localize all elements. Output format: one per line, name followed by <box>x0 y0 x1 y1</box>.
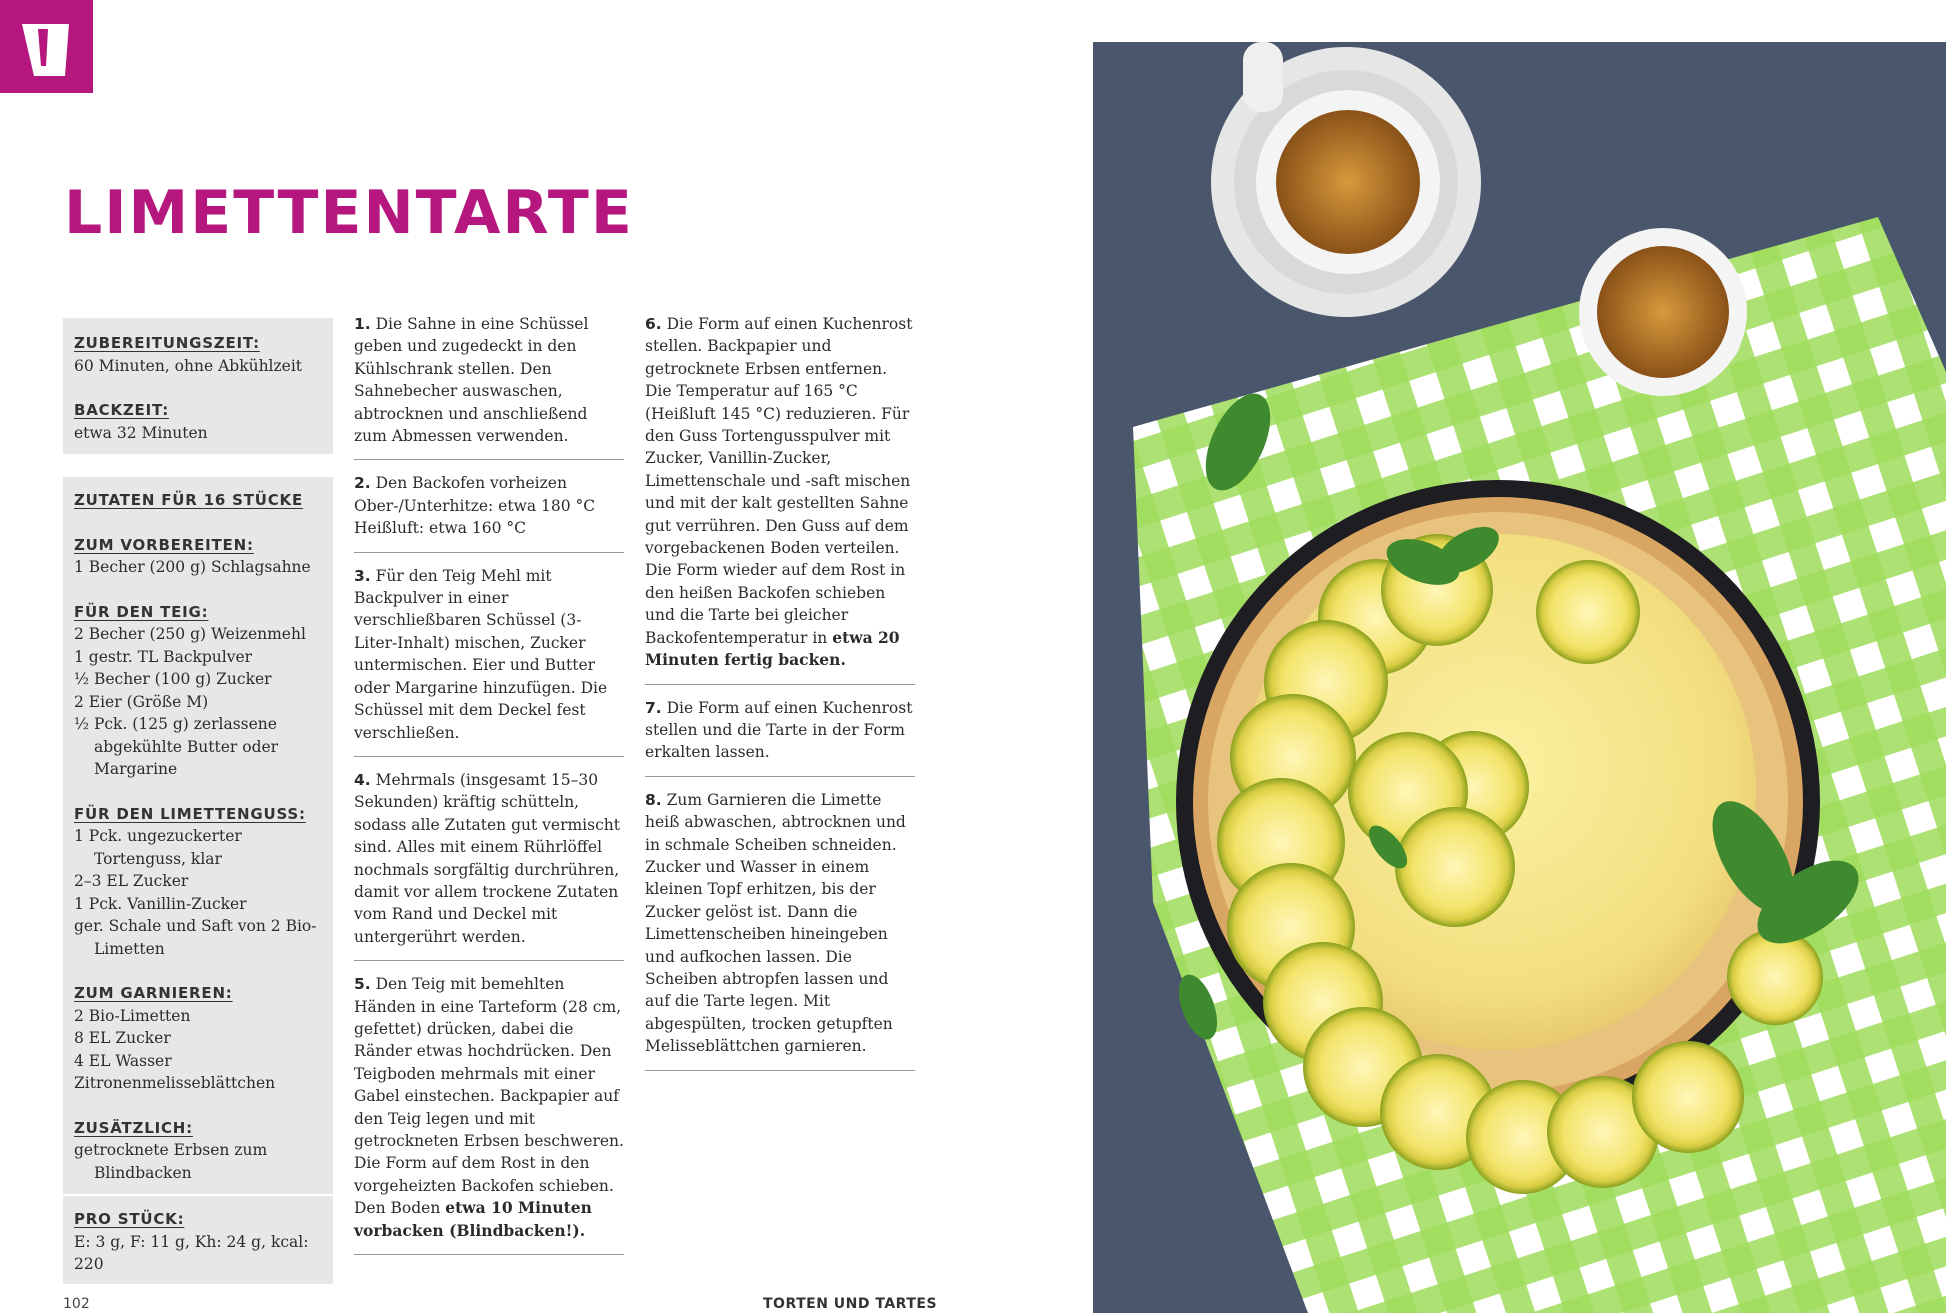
ingredients-heading: ZUTATEN FÜR 16 STÜCKE <box>74 491 304 509</box>
step-1 <box>354 313 624 460</box>
ingredient-item: ½ Pck. (125 g) zerlassene abgekühlte Butter oder Margarine <box>74 715 279 778</box>
step-number: 7. <box>645 698 662 717</box>
bake-time-value: etwa 32 Minuten <box>74 423 208 442</box>
ingredient-item: 1 Pck. ungezuckerter Tortenguss, klar <box>74 827 242 868</box>
ingredient-item: 4 EL Wasser <box>74 1051 172 1070</box>
lime-tart-photo <box>1093 42 1946 1313</box>
step-number: 2. <box>354 474 371 493</box>
step-text: Den Backofen vorheizen Ober-/Unterhitze: etwa 180 °C Heißluft: etwa 160 °C <box>354 474 596 538</box>
ingredient-item: 1 Pck. Vanillin-Zucker <box>74 894 247 913</box>
cup-icon <box>0 0 93 93</box>
step-number: 4. <box>354 770 371 789</box>
chapter-title: TORTEN UND TARTES <box>763 1296 938 1312</box>
ingredient-item: 8 EL Zucker <box>74 1029 171 1047</box>
ingredient-item: 2–3 EL Zucker <box>74 872 189 890</box>
step-text: Für den Teig Mehl mit Backpulver in einer verschließbaren Schüssel (3-Liter-Inhalt) mischen, Zucker untermischen. Eier und Butter oder Margarine hinzufügen. Die Schüssel mit dem Deckel fest verschließen. <box>354 566 608 742</box>
ingredient-item: 2 Eier (Größe M) <box>74 692 209 711</box>
ingredient-group-label: ZUM GARNIEREN: <box>74 984 233 1002</box>
step-number: 6. <box>645 315 662 333</box>
ingredient-item: ger. Schale und Saft von 2 Bio-Limetten <box>74 917 317 958</box>
nutrition-value: E: 3 g, F: 11 g, Kh: 24 g, kcal: 220 <box>74 1232 309 1273</box>
steps-column-left <box>354 313 624 1267</box>
ingredient-item: 2 Bio-Limetten <box>74 1006 191 1025</box>
step-3 <box>354 565 624 757</box>
step-text-bold: etwa 10 Minuten vorbacken (Blindbacken!). <box>354 1198 592 1240</box>
step-text: Den Teig mit bemehlten Händen in eine Tarteform (28 cm, gefettet) drücken, dabei die Ränder etwas hochdrücken. Den Teigboden mehrmals mit einer Gabel einstechen. Backpapier auf den Teig legen und mit getrockneten Erbsen beschweren. Die Form auf dem Rost in den vorgeheizten Backofen schieben. Den Boden <box>354 975 624 1218</box>
step-text: Zum Garnieren die Limette heiß abwaschen, abtrocknen und in schmale Scheiben schneiden. Zucker und Wasser in einem kleinen Topf erhitzen, bis der Zucker gelöst ist. Dann die Limettenscheiben hineingeben und aufkochen lassen. Die Scheiben abtropfen lassen und auf die Tarte legen. Mit abgespülten, trocken getupften Melisseblättchen garnieren. <box>645 790 906 1056</box>
ingredient-item: Zitronenmelisseblättchen <box>74 1074 276 1092</box>
ingredient-group-label: ZUSÄTZLICH: <box>74 1118 193 1137</box>
prep-time-label: ZUBEREITUNGSZEIT: <box>74 334 260 352</box>
step-text: Mehrmals (insgesamt 15–30 Sekunden) kräftig schütteln, sodass alle Zutaten gut vermischt sind. Alles mit einem Rührlöffel nochmals sorgfältig durchrühren, damit vor allem trockene Zutaten vom Rand und Deckel mit untergerührt werden. <box>354 770 620 946</box>
ingredient-group-label: FÜR DEN LIMETTENGUSS: <box>74 804 306 823</box>
time-info-box <box>63 318 333 454</box>
step-7 <box>645 697 915 777</box>
step-8 <box>645 789 915 1071</box>
ingredient-item: 2 Becher (250 g) Weizenmehl <box>74 625 306 643</box>
ingredient-item: getrocknete Erbsen zum Blindbacken <box>74 1141 268 1182</box>
ingredient-group-label: ZUM VORBEREITEN: <box>74 535 254 554</box>
photo-illustration <box>1093 42 1946 1313</box>
step-5 <box>354 973 624 1255</box>
step-number: 5. <box>354 975 371 994</box>
step-6 <box>645 313 915 685</box>
page-number: 102 <box>63 1296 90 1312</box>
ingredient-item: ½ Becher (100 g) Zucker <box>74 670 272 688</box>
step-text: Die Form auf einen Kuchenrost stellen. Backpapier und getrocknete Erbsen entfernen. Die Temperatur auf 165 °C (Heißluft 145 °C) reduzieren. Für den Guss Tortengusspulver mit Zucker, Vanillin-Zucker, Limettenschale und -saft mischen und mit der kalt gestellten Sahne gut verrühren. Den Guss auf dem vorgebackenen Boden verteilen. Die Form wieder auf dem Rost in den heißen Backofen schieben und die Tarte bei gleicher Backofentemperatur in <box>645 315 913 647</box>
page-title: LIMETTENTARTE <box>64 178 634 248</box>
steps-column-right <box>645 313 915 1083</box>
step-number: 1. <box>354 315 371 333</box>
ingredient-item: 1 gestr. TL Backpulver <box>74 647 253 666</box>
ingredients-box <box>63 477 333 1194</box>
ingredient-group-label: FÜR DEN TEIG: <box>74 602 209 621</box>
nutrition-box <box>63 1196 333 1284</box>
ingredient-item: 1 Becher (200 g) Schlagsahne <box>74 558 311 576</box>
step-text: Die Form auf einen Kuchenrost stellen und die Tarte in der Form erkalten lassen. <box>645 698 913 762</box>
prep-time-value: 60 Minuten, ohne Abkühlzeit <box>74 356 303 375</box>
step-number: 3. <box>354 566 371 585</box>
step-text-bold: etwa 20 Minuten fertig backen. <box>645 627 900 670</box>
chapter-logo <box>0 0 93 93</box>
step-number: 8. <box>645 790 662 809</box>
step-text: Die Sahne in eine Schüssel geben und zugedeckt in den Kühlschrank stellen. Den Sahnebecher auswaschen, abtrocknen und anschließend zum Abmessen verwenden. <box>354 315 589 446</box>
bake-time-label: BACKZEIT: <box>74 401 169 419</box>
step-2 <box>354 472 624 552</box>
step-4 <box>354 769 624 961</box>
nutrition-label: PRO STÜCK: <box>74 1210 185 1228</box>
